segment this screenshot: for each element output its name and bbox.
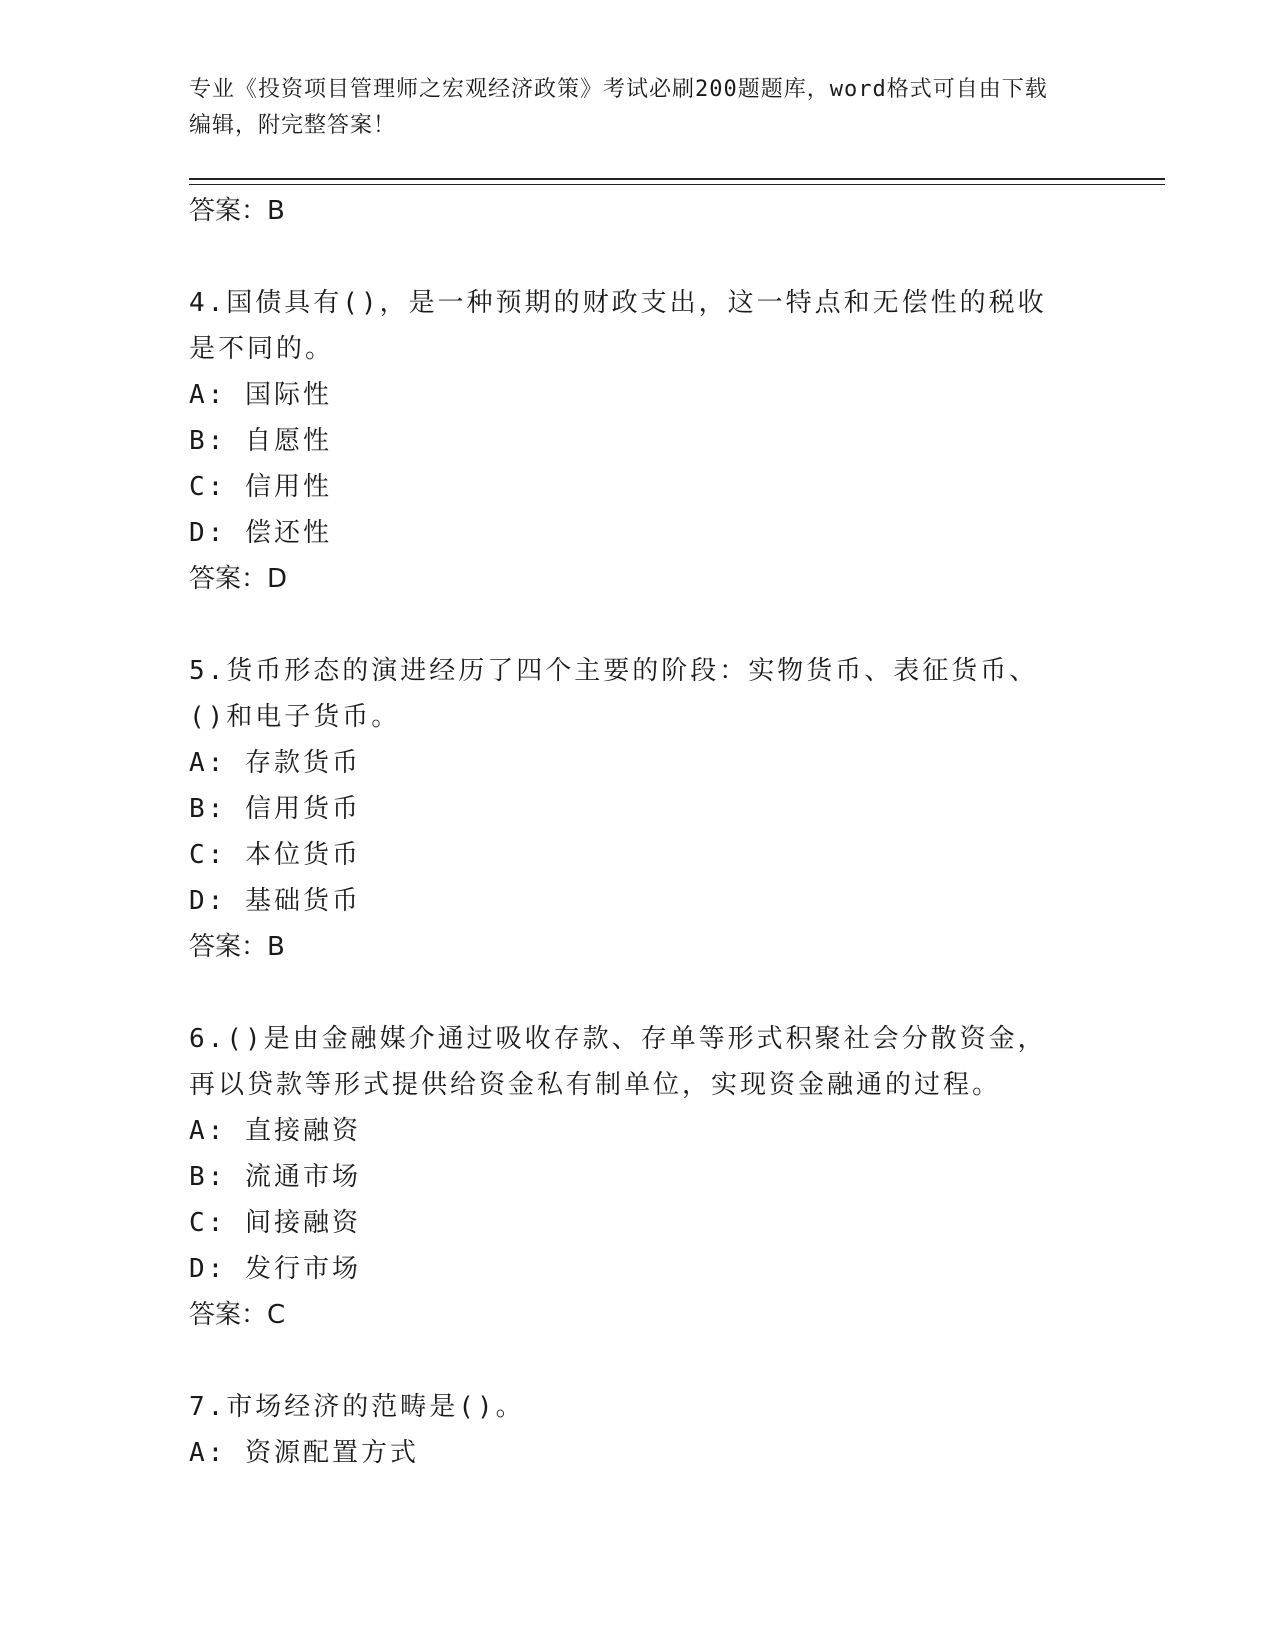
question-stem: 4.国债具有()，是一种预期的财政支出，这一特点和无偿性的税收是不同的。	[189, 288, 1047, 364]
question-6	[189, 1016, 1069, 1338]
option-b: B: 自愿性	[189, 426, 332, 456]
option-c: C: 本位货币	[189, 840, 361, 870]
question-stem: 5.货币形态的演进经历了四个主要的阶段：实物货币、表征货币、()和电子货币。	[189, 656, 1039, 732]
option-c: C: 间接融资	[189, 1208, 361, 1238]
question-stem: 6.()是由金融媒介通过吸收存款、存单等形式积聚社会分散资金，再以贷款等形式提供给资金私有制单位，实现资金融通的过程。	[189, 1024, 1047, 1100]
answer-line: 答案：B	[189, 932, 285, 962]
document-body	[189, 188, 1069, 1476]
question-stem: 7.市场经济的范畴是()。	[189, 1392, 525, 1422]
header-divider-thin	[189, 184, 1165, 185]
document-header: 专业《投资项目管理师之宏观经济政策》考试必刷200题题库，word格式可自由下载编辑，附完整答案！	[189, 77, 1048, 138]
question-7	[189, 1384, 1069, 1476]
question-5	[189, 648, 1069, 970]
option-b: B: 流通市场	[189, 1162, 361, 1192]
option-c: C: 信用性	[189, 472, 332, 502]
option-a: A: 直接融资	[189, 1116, 361, 1146]
option-a: A: 资源配置方式	[189, 1438, 419, 1468]
option-a: A: 国际性	[189, 380, 332, 410]
option-a: A: 存款货币	[189, 748, 361, 778]
option-b: B: 信用货币	[189, 794, 361, 824]
option-d: D: 基础货币	[189, 886, 361, 916]
answer-line: 答案：C	[189, 1300, 286, 1330]
option-d: D: 发行市场	[189, 1254, 361, 1284]
question-4	[189, 280, 1069, 602]
header-divider-thick	[189, 178, 1165, 180]
answer-line: 答案：B	[189, 196, 285, 226]
option-d: D: 偿还性	[189, 518, 332, 548]
answer-line: 答案：D	[189, 564, 288, 594]
